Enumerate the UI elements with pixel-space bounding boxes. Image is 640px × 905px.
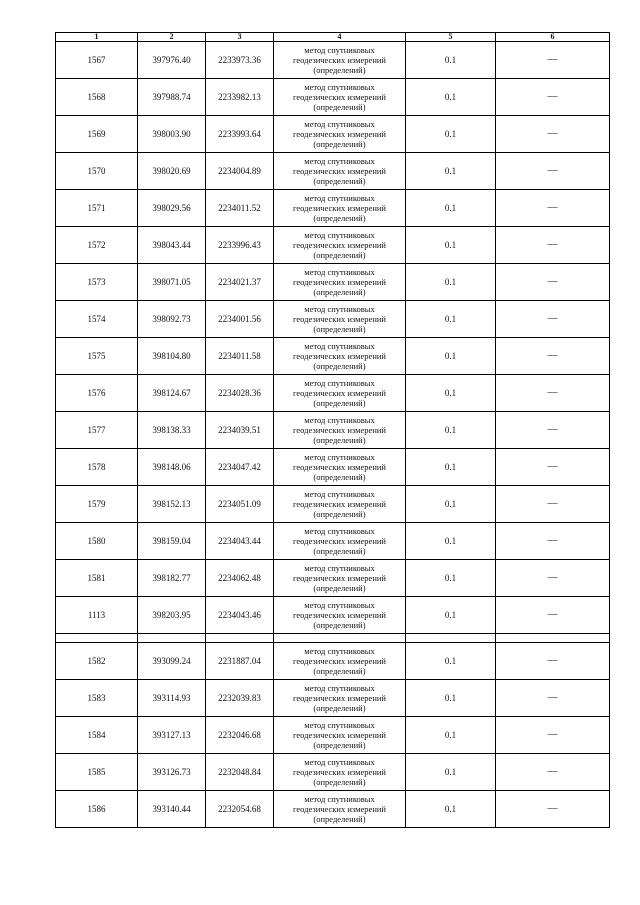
table-row bbox=[56, 643, 610, 680]
empty-cell bbox=[56, 634, 138, 643]
coord-y: 2232039.83 bbox=[206, 680, 274, 717]
method-line: (определений) bbox=[313, 472, 366, 482]
method-line: (определений) bbox=[313, 65, 366, 75]
coord-y: 2234001.56 bbox=[206, 301, 274, 338]
table-row bbox=[56, 227, 610, 264]
note: — bbox=[496, 754, 610, 791]
coord-y: 2234021.37 bbox=[206, 264, 274, 301]
method-line: (определений) bbox=[313, 102, 366, 112]
point-number: 1585 bbox=[56, 754, 138, 791]
point-number: 1582 bbox=[56, 643, 138, 680]
method-line: метод спутниковых bbox=[304, 378, 375, 388]
point-number: 1583 bbox=[56, 680, 138, 717]
coord-y: 2234043.44 bbox=[206, 523, 274, 560]
method-cell bbox=[274, 79, 406, 116]
point-number: 1576 bbox=[56, 375, 138, 412]
accuracy: 0.1 bbox=[406, 190, 496, 227]
coord-y: 2234051.09 bbox=[206, 486, 274, 523]
method-line: (определений) bbox=[313, 666, 366, 676]
empty-cell bbox=[206, 634, 274, 643]
method-line: метод спутниковых bbox=[304, 415, 375, 425]
accuracy: 0.1 bbox=[406, 153, 496, 190]
coord-x: 393126.73 bbox=[138, 754, 206, 791]
note: — bbox=[496, 79, 610, 116]
note: — bbox=[496, 791, 610, 828]
method-line: (определений) bbox=[313, 814, 366, 824]
table-row bbox=[56, 338, 610, 375]
accuracy: 0.1 bbox=[406, 597, 496, 634]
point-number: 1571 bbox=[56, 190, 138, 227]
method-line: (определений) bbox=[313, 703, 366, 713]
accuracy: 0.1 bbox=[406, 560, 496, 597]
note: — bbox=[496, 153, 610, 190]
method-line: (определений) bbox=[313, 250, 366, 260]
coord-x: 393140.44 bbox=[138, 791, 206, 828]
table-row bbox=[56, 449, 610, 486]
method-line: метод спутниковых bbox=[304, 119, 375, 129]
table-row bbox=[56, 486, 610, 523]
method-cell bbox=[274, 643, 406, 680]
method-line: (определений) bbox=[313, 583, 366, 593]
note: — bbox=[496, 717, 610, 754]
coord-x: 398043.44 bbox=[138, 227, 206, 264]
point-number: 1579 bbox=[56, 486, 138, 523]
note: — bbox=[496, 680, 610, 717]
table-row bbox=[56, 190, 610, 227]
method-line: метод спутниковых bbox=[304, 600, 375, 610]
separator-row bbox=[56, 634, 610, 643]
coordinates-table bbox=[55, 32, 610, 828]
coord-x: 393127.13 bbox=[138, 717, 206, 754]
coord-x: 398003.90 bbox=[138, 116, 206, 153]
method-line: метод спутниковых bbox=[304, 193, 375, 203]
coord-x: 398182.77 bbox=[138, 560, 206, 597]
method-line: метод спутниковых bbox=[304, 757, 375, 767]
note: — bbox=[496, 597, 610, 634]
coord-y: 2231887.04 bbox=[206, 643, 274, 680]
accuracy: 0.1 bbox=[406, 338, 496, 375]
point-number: 1570 bbox=[56, 153, 138, 190]
note: — bbox=[496, 116, 610, 153]
method-line: метод спутниковых bbox=[304, 82, 375, 92]
point-number: 1572 bbox=[56, 227, 138, 264]
accuracy: 0.1 bbox=[406, 449, 496, 486]
coord-y: 2232054.68 bbox=[206, 791, 274, 828]
header-row bbox=[56, 33, 610, 42]
method-line: геодезических измерений bbox=[293, 277, 386, 287]
table-row bbox=[56, 680, 610, 717]
table-row bbox=[56, 560, 610, 597]
coord-x: 397976.40 bbox=[138, 42, 206, 79]
method-line: метод спутниковых bbox=[304, 45, 375, 55]
accuracy: 0.1 bbox=[406, 523, 496, 560]
point-number: 1577 bbox=[56, 412, 138, 449]
coord-y: 2232046.68 bbox=[206, 717, 274, 754]
table-row bbox=[56, 301, 610, 338]
method-line: геодезических измерений bbox=[293, 92, 386, 102]
method-line: геодезических измерений bbox=[293, 804, 386, 814]
accuracy: 0.1 bbox=[406, 486, 496, 523]
method-line: метод спутниковых bbox=[304, 646, 375, 656]
coord-x: 398029.56 bbox=[138, 190, 206, 227]
accuracy: 0.1 bbox=[406, 42, 496, 79]
method-line: метод спутниковых bbox=[304, 156, 375, 166]
coord-x: 398071.05 bbox=[138, 264, 206, 301]
header-col-1: 1 bbox=[56, 33, 138, 42]
method-line: (определений) bbox=[313, 435, 366, 445]
table-row bbox=[56, 754, 610, 791]
method-cell bbox=[274, 523, 406, 560]
method-line: (определений) bbox=[313, 361, 366, 371]
note: — bbox=[496, 338, 610, 375]
table-row bbox=[56, 375, 610, 412]
coord-x: 393099.24 bbox=[138, 643, 206, 680]
point-number: 1580 bbox=[56, 523, 138, 560]
method-cell bbox=[274, 227, 406, 264]
coord-y: 2234011.58 bbox=[206, 338, 274, 375]
point-number: 1575 bbox=[56, 338, 138, 375]
table-row bbox=[56, 79, 610, 116]
header-col-5: 5 bbox=[406, 33, 496, 42]
method-line: метод спутниковых bbox=[304, 304, 375, 314]
method-cell bbox=[274, 264, 406, 301]
method-cell bbox=[274, 560, 406, 597]
coord-x: 398203.95 bbox=[138, 597, 206, 634]
coord-y: 2234011.52 bbox=[206, 190, 274, 227]
method-cell bbox=[274, 116, 406, 153]
empty-cell bbox=[496, 634, 610, 643]
method-line: (определений) bbox=[313, 740, 366, 750]
table-row bbox=[56, 412, 610, 449]
method-line: метод спутниковых bbox=[304, 267, 375, 277]
method-cell bbox=[274, 791, 406, 828]
coord-y: 2234004.89 bbox=[206, 153, 274, 190]
method-line: геодезических измерений bbox=[293, 203, 386, 213]
method-cell bbox=[274, 717, 406, 754]
method-cell bbox=[274, 190, 406, 227]
accuracy: 0.1 bbox=[406, 643, 496, 680]
method-line: геодезических измерений bbox=[293, 388, 386, 398]
method-line: геодезических измерений bbox=[293, 462, 386, 472]
method-line: геодезических измерений bbox=[293, 240, 386, 250]
point-number: 1573 bbox=[56, 264, 138, 301]
method-line: (определений) bbox=[313, 777, 366, 787]
coord-y: 2234043.46 bbox=[206, 597, 274, 634]
coord-y: 2233993.64 bbox=[206, 116, 274, 153]
table-row bbox=[56, 597, 610, 634]
method-line: геодезических измерений bbox=[293, 425, 386, 435]
method-cell bbox=[274, 338, 406, 375]
coord-x: 398159.04 bbox=[138, 523, 206, 560]
method-line: геодезических измерений bbox=[293, 573, 386, 583]
coord-x: 398104.80 bbox=[138, 338, 206, 375]
table-body bbox=[56, 42, 610, 828]
coord-y: 2234039.51 bbox=[206, 412, 274, 449]
method-line: геодезических измерений bbox=[293, 730, 386, 740]
note: — bbox=[496, 486, 610, 523]
accuracy: 0.1 bbox=[406, 412, 496, 449]
note: — bbox=[496, 375, 610, 412]
method-line: геодезических измерений bbox=[293, 536, 386, 546]
method-line: геодезических измерений bbox=[293, 656, 386, 666]
coord-x: 398092.73 bbox=[138, 301, 206, 338]
note: — bbox=[496, 523, 610, 560]
method-line: (определений) bbox=[313, 213, 366, 223]
accuracy: 0.1 bbox=[406, 116, 496, 153]
header-col-6: 6 bbox=[496, 33, 610, 42]
coord-x: 398020.69 bbox=[138, 153, 206, 190]
accuracy: 0.1 bbox=[406, 301, 496, 338]
method-line: геодезических измерений bbox=[293, 314, 386, 324]
point-number: 1581 bbox=[56, 560, 138, 597]
empty-cell bbox=[274, 634, 406, 643]
note: — bbox=[496, 42, 610, 79]
coord-y: 2234062.48 bbox=[206, 560, 274, 597]
method-line: метод спутниковых bbox=[304, 452, 375, 462]
note: — bbox=[496, 190, 610, 227]
method-cell bbox=[274, 597, 406, 634]
coord-x: 398148.06 bbox=[138, 449, 206, 486]
method-cell bbox=[274, 375, 406, 412]
coord-y: 2232048.84 bbox=[206, 754, 274, 791]
method-line: метод спутниковых bbox=[304, 563, 375, 573]
method-line: (определений) bbox=[313, 176, 366, 186]
table-row bbox=[56, 523, 610, 560]
point-number: 1568 bbox=[56, 79, 138, 116]
method-line: метод спутниковых bbox=[304, 720, 375, 730]
method-cell bbox=[274, 301, 406, 338]
method-line: (определений) bbox=[313, 287, 366, 297]
header-col-4: 4 bbox=[274, 33, 406, 42]
note: — bbox=[496, 264, 610, 301]
accuracy: 0.1 bbox=[406, 227, 496, 264]
point-number: 1584 bbox=[56, 717, 138, 754]
method-line: (определений) bbox=[313, 324, 366, 334]
coord-x: 393114.93 bbox=[138, 680, 206, 717]
point-number: 1567 bbox=[56, 42, 138, 79]
method-line: геодезических измерений bbox=[293, 767, 386, 777]
table-row bbox=[56, 116, 610, 153]
point-number: 1569 bbox=[56, 116, 138, 153]
coord-y: 2234047.42 bbox=[206, 449, 274, 486]
header-col-2: 2 bbox=[138, 33, 206, 42]
point-number: 1586 bbox=[56, 791, 138, 828]
accuracy: 0.1 bbox=[406, 375, 496, 412]
method-line: метод спутниковых bbox=[304, 683, 375, 693]
accuracy: 0.1 bbox=[406, 754, 496, 791]
coord-y: 2233982.13 bbox=[206, 79, 274, 116]
method-cell bbox=[274, 754, 406, 791]
empty-cell bbox=[406, 634, 496, 643]
method-line: метод спутниковых bbox=[304, 489, 375, 499]
method-line: метод спутниковых bbox=[304, 526, 375, 536]
table-row bbox=[56, 264, 610, 301]
coord-x: 397988.74 bbox=[138, 79, 206, 116]
method-cell bbox=[274, 486, 406, 523]
method-cell bbox=[274, 680, 406, 717]
method-cell bbox=[274, 449, 406, 486]
coord-y: 2234028.36 bbox=[206, 375, 274, 412]
note: — bbox=[496, 449, 610, 486]
point-number: 1578 bbox=[56, 449, 138, 486]
method-line: метод спутниковых bbox=[304, 230, 375, 240]
method-line: (определений) bbox=[313, 546, 366, 556]
method-cell bbox=[274, 153, 406, 190]
coord-x: 398138.33 bbox=[138, 412, 206, 449]
point-number: 1113 bbox=[56, 597, 138, 634]
table-row bbox=[56, 791, 610, 828]
empty-cell bbox=[138, 634, 206, 643]
coord-x: 398124.67 bbox=[138, 375, 206, 412]
method-line: (определений) bbox=[313, 509, 366, 519]
method-line: (определений) bbox=[313, 398, 366, 408]
method-line: метод спутниковых bbox=[304, 341, 375, 351]
note: — bbox=[496, 301, 610, 338]
accuracy: 0.1 bbox=[406, 264, 496, 301]
method-line: геодезических измерений bbox=[293, 166, 386, 176]
method-cell bbox=[274, 412, 406, 449]
header-col-3: 3 bbox=[206, 33, 274, 42]
method-line: геодезических измерений bbox=[293, 129, 386, 139]
note: — bbox=[496, 227, 610, 264]
note: — bbox=[496, 412, 610, 449]
method-line: геодезических измерений bbox=[293, 351, 386, 361]
table-row bbox=[56, 153, 610, 190]
method-cell bbox=[274, 42, 406, 79]
accuracy: 0.1 bbox=[406, 680, 496, 717]
note: — bbox=[496, 560, 610, 597]
method-line: геодезических измерений bbox=[293, 55, 386, 65]
method-line: (определений) bbox=[313, 139, 366, 149]
method-line: геодезических измерений bbox=[293, 693, 386, 703]
method-line: геодезических измерений bbox=[293, 610, 386, 620]
accuracy: 0.1 bbox=[406, 79, 496, 116]
note: — bbox=[496, 643, 610, 680]
table-row bbox=[56, 717, 610, 754]
accuracy: 0.1 bbox=[406, 717, 496, 754]
method-line: метод спутниковых bbox=[304, 794, 375, 804]
method-line: геодезических измерений bbox=[293, 499, 386, 509]
table-row bbox=[56, 42, 610, 79]
coord-y: 2233973.36 bbox=[206, 42, 274, 79]
coord-y: 2233996.43 bbox=[206, 227, 274, 264]
point-number: 1574 bbox=[56, 301, 138, 338]
accuracy: 0.1 bbox=[406, 791, 496, 828]
method-line: (определений) bbox=[313, 620, 366, 630]
coord-x: 398152.13 bbox=[138, 486, 206, 523]
